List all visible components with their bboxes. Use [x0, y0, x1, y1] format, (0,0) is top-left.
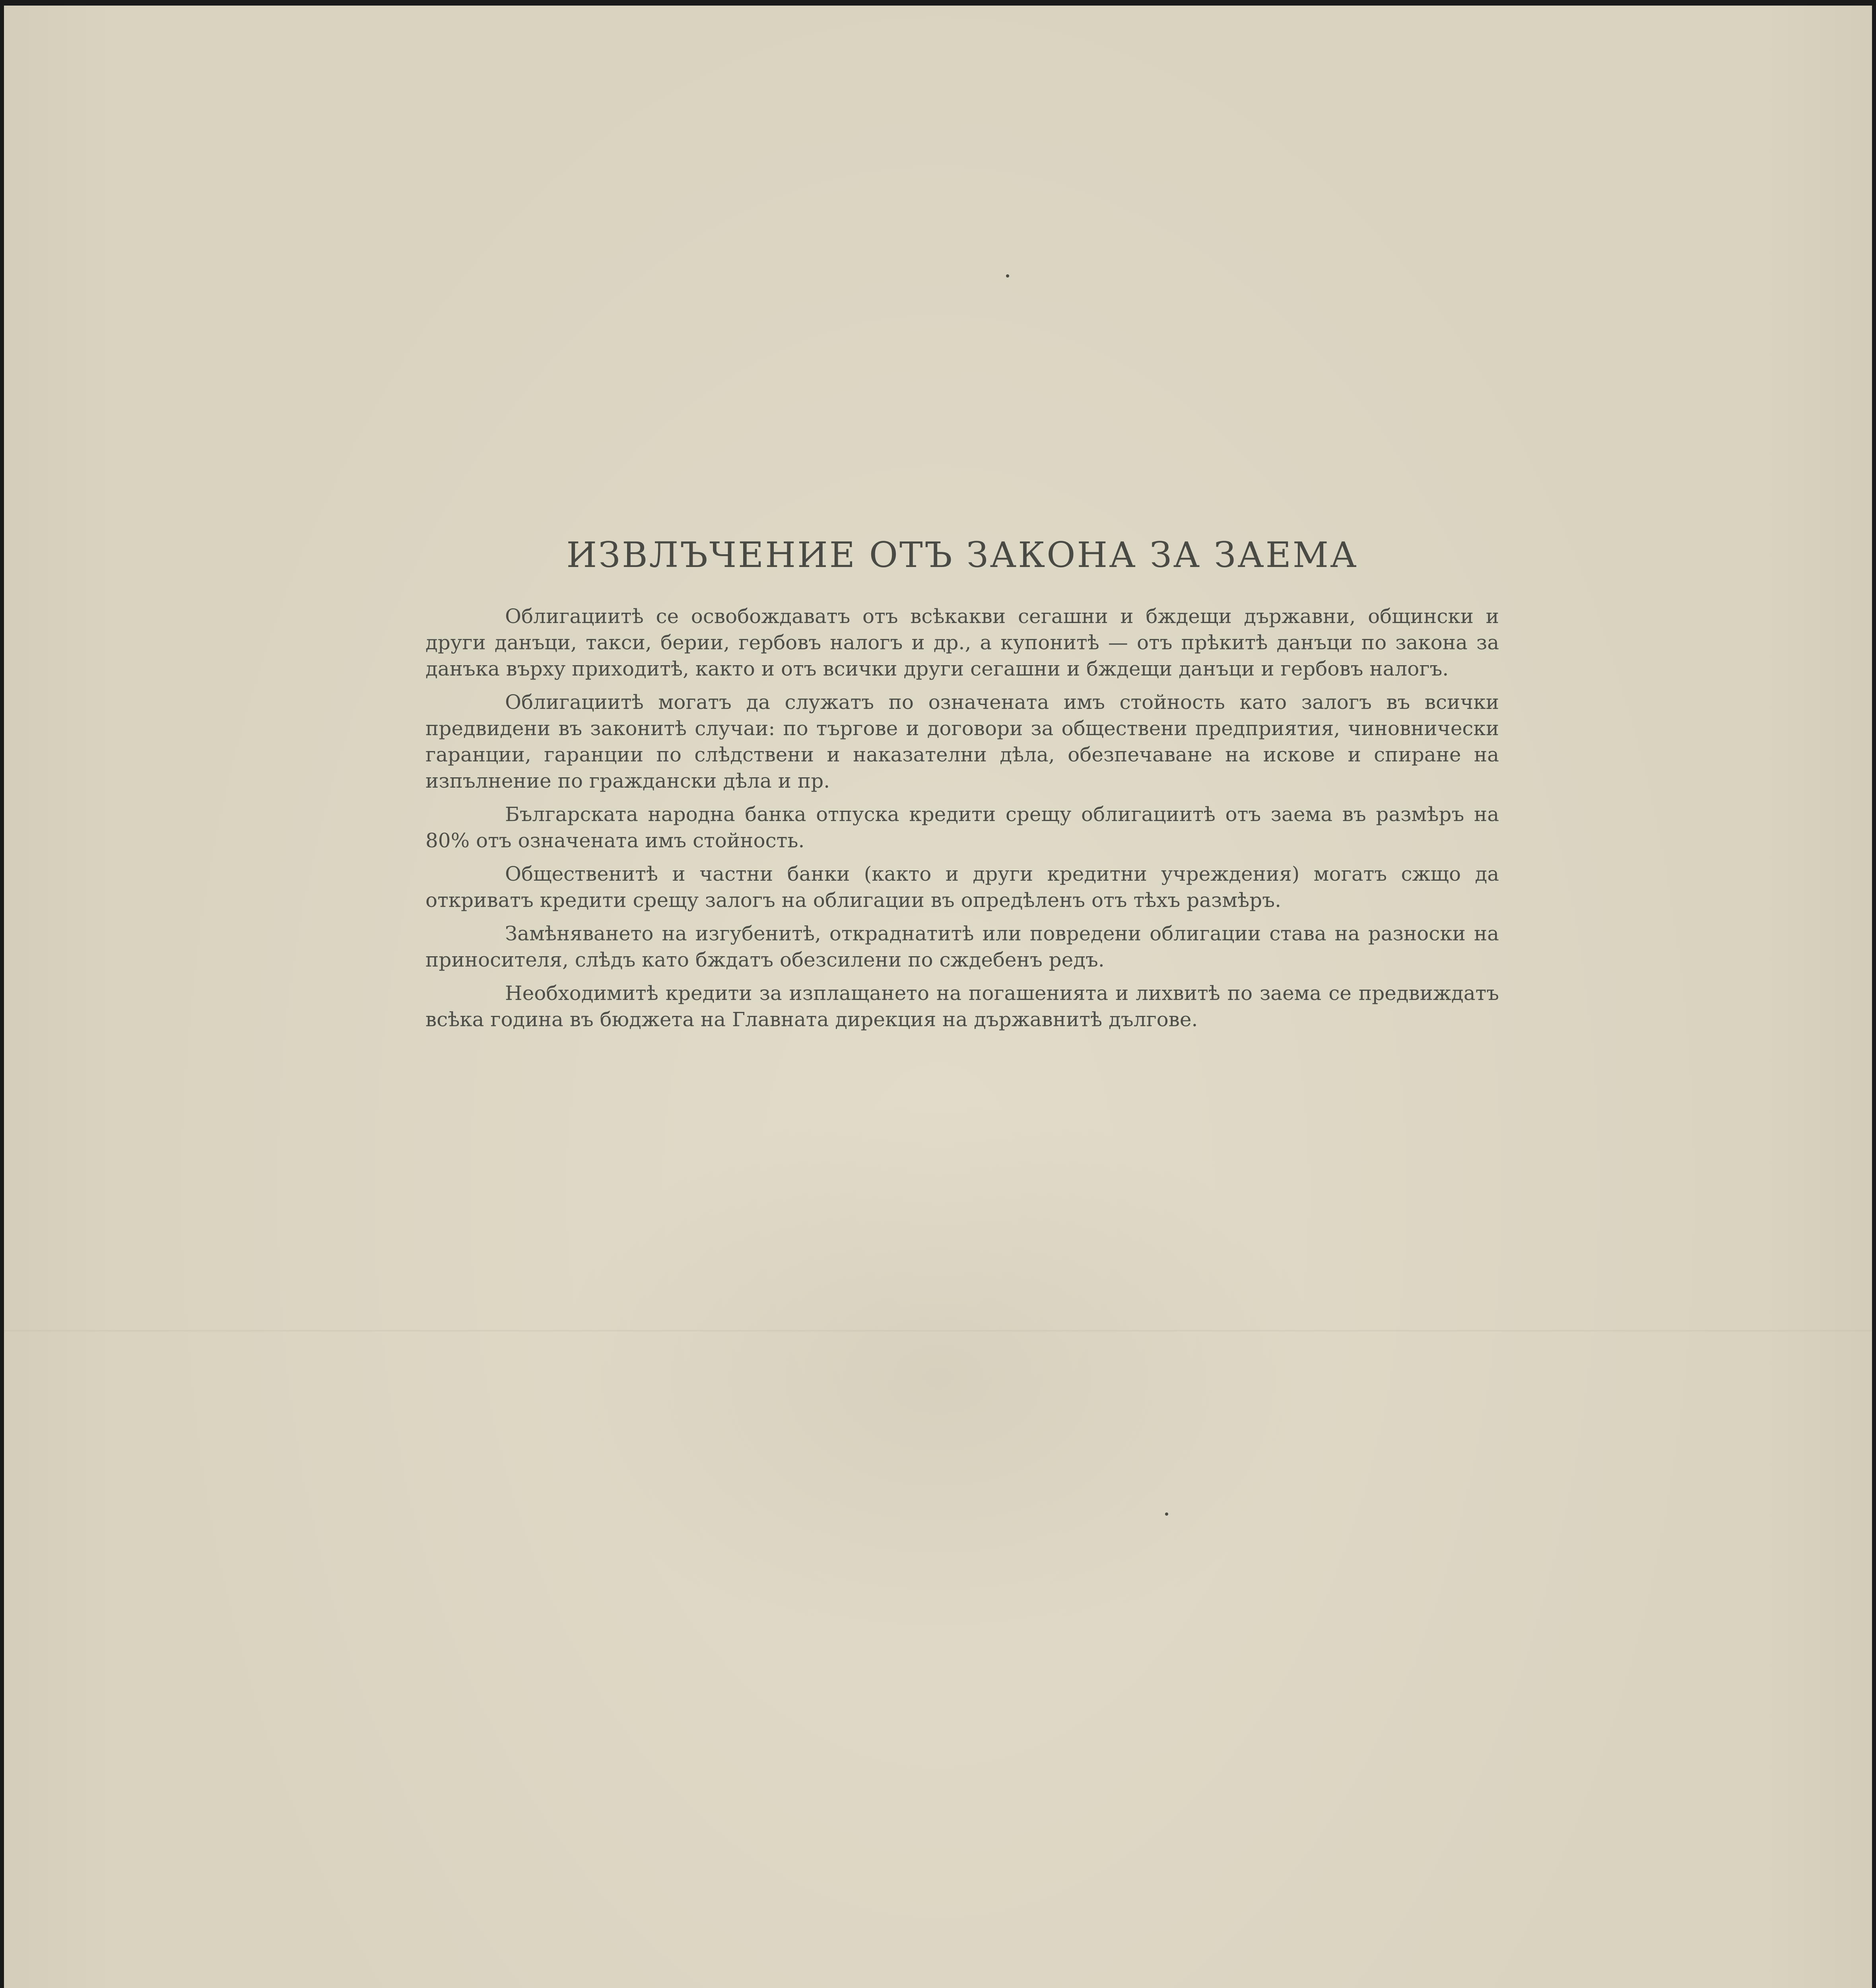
- paragraph-national-bank-credit: Българската народна банка отпуска кредити срещу облигациитѣ отъ заема въ размѣръ на 80% отъ означената имъ стойность.: [425, 803, 1499, 852]
- document-body: [425, 534, 1499, 1040]
- bleed-through-shadow: [521, 1079, 1356, 1675]
- paragraph-collateral: Облигациитѣ могатъ да служатъ по означената имъ стойность като залогъ въ всички предвидени въ законитѣ случаи: по търгове и договори за обществени предприятия, чиновнически гаранции, гаранции по слѣдствени и наказателни дѣла, обезпечаване на искове и спиране на изпълнение по граждански дѣла и пр.: [425, 691, 1499, 792]
- paragraph-bank-credits: Общественитѣ и частни банки (както и други кредитни учреждения) могатъ сжщо да откриватъ кредити срещу залогъ на облигации въ опредѣленъ отъ тѣхъ размѣръ.: [425, 862, 1499, 912]
- document-page: [4, 6, 1872, 1988]
- document-title: ИЗВЛЪЧЕНИЕ ОТЪ ЗАКОНА ЗА ЗАЕМА: [566, 534, 1358, 575]
- paragraph-budget: Необходимитѣ кредити за изплащането на погашенията и лихвитѣ по заема се предвиждатъ всѣка година въ бюджета на Главната дирекция на държавнитѣ дългове.: [425, 982, 1499, 1031]
- paragraph-replacement: Замѣняването на изгубенитѣ, откраднатитѣ или повредени облигации става на разноски на приносителя, слѣдъ като бждатъ обезсилени по сждебенъ редъ.: [425, 922, 1499, 971]
- paper-speck: [1165, 1512, 1168, 1516]
- paper-speck: [1006, 274, 1009, 278]
- paper-fold-line: [4, 1330, 1872, 1332]
- paragraph-tax-exemption: Облигациитѣ се освобождаватъ отъ всѣкакви сегашни и бждещи държавни, общински и други данъци, такси, берии, гербовъ налогъ и др., а купонитѣ — отъ прѣкитѣ данъци по закона за данъка върху приходитѣ, както и отъ всички други сегашни и бждещи данъци и гербовъ налогъ.: [425, 605, 1499, 680]
